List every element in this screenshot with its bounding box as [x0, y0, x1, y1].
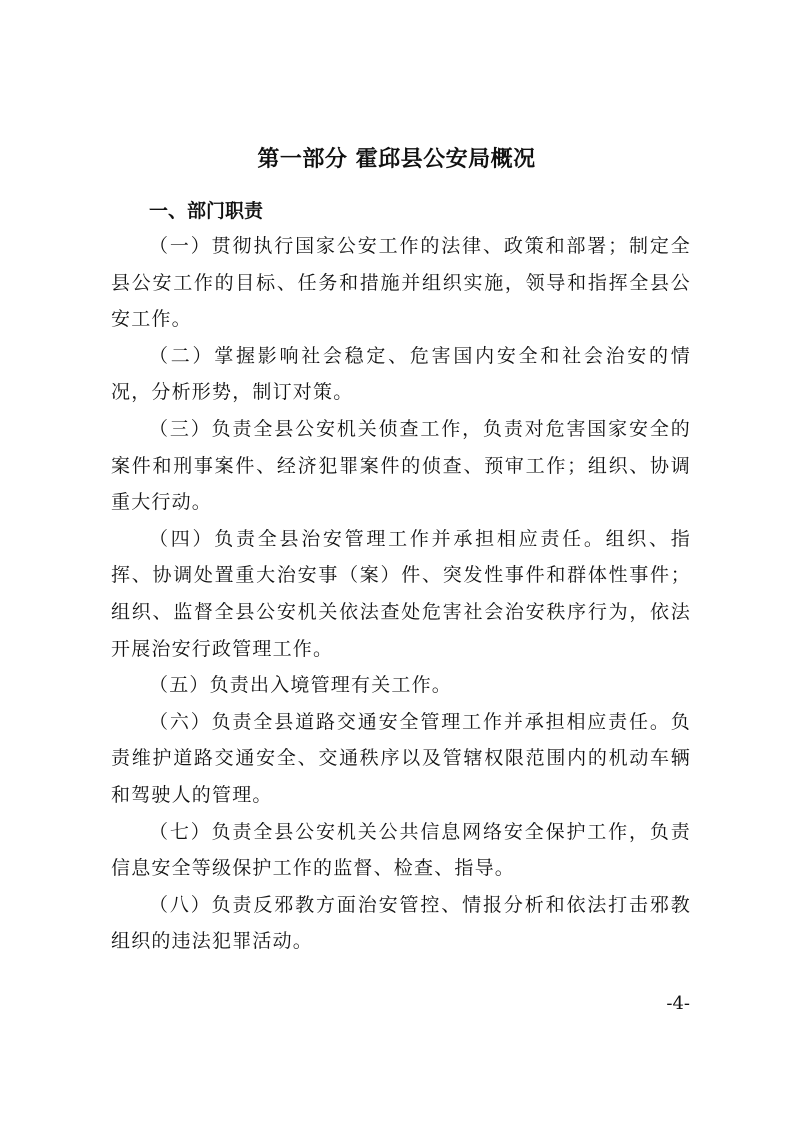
section-heading: 一、部门职责	[149, 200, 264, 222]
page-title: 第一部分 霍邱县公安局概况	[257, 147, 536, 172]
paragraph-duty-2: （二）掌握影响社会稳定、危害国内安全和社会治安的情况，分析形势，制订对策。	[111, 344, 691, 404]
paragraph-duty-6: （六）负责全县道路交通安全管理工作并承担相应责任。负责维护道路交通安全、交通秩序以及管辖权限范围内的机动车辆和驾驶人的管理。	[111, 710, 691, 806]
body-text	[111, 228, 691, 960]
paragraph-duty-8: （八）负责反邪教方面治安管控、情报分析和依法打击邪教组织的违法犯罪活动。	[111, 893, 691, 953]
paragraph-duty-3: （三）负责全县公安机关侦查工作，负责对危害国家安全的案件和刑事案件、经济犯罪案件的侦查、预审工作；组织、协调重大行动。	[111, 417, 691, 514]
paragraph-duty-7: （七）负责全县公安机关公共信息网络安全保护工作，负责信息安全等级保护工作的监督、检查、指导。	[111, 820, 691, 880]
page-number: -4-	[666, 993, 690, 1014]
paragraph-duty-1: （一）贯彻执行国家公安工作的法律、政策和部署；制定全县公安工作的目标、任务和措施并组织实施，领导和指挥全县公安工作。	[111, 235, 691, 331]
paragraph-duty-4: （四）负责全县治安管理工作并承担相应责任。组织、指挥、协调处置重大治安事（案）件、突发性事件和群体性事件；组织、监督全县公安机关依法查处危害社会治安秩序行为，依法开展治安行政管理工作。	[111, 527, 691, 660]
paragraph-duty-5: （五）负责出入境管理有关工作。	[149, 674, 453, 697]
